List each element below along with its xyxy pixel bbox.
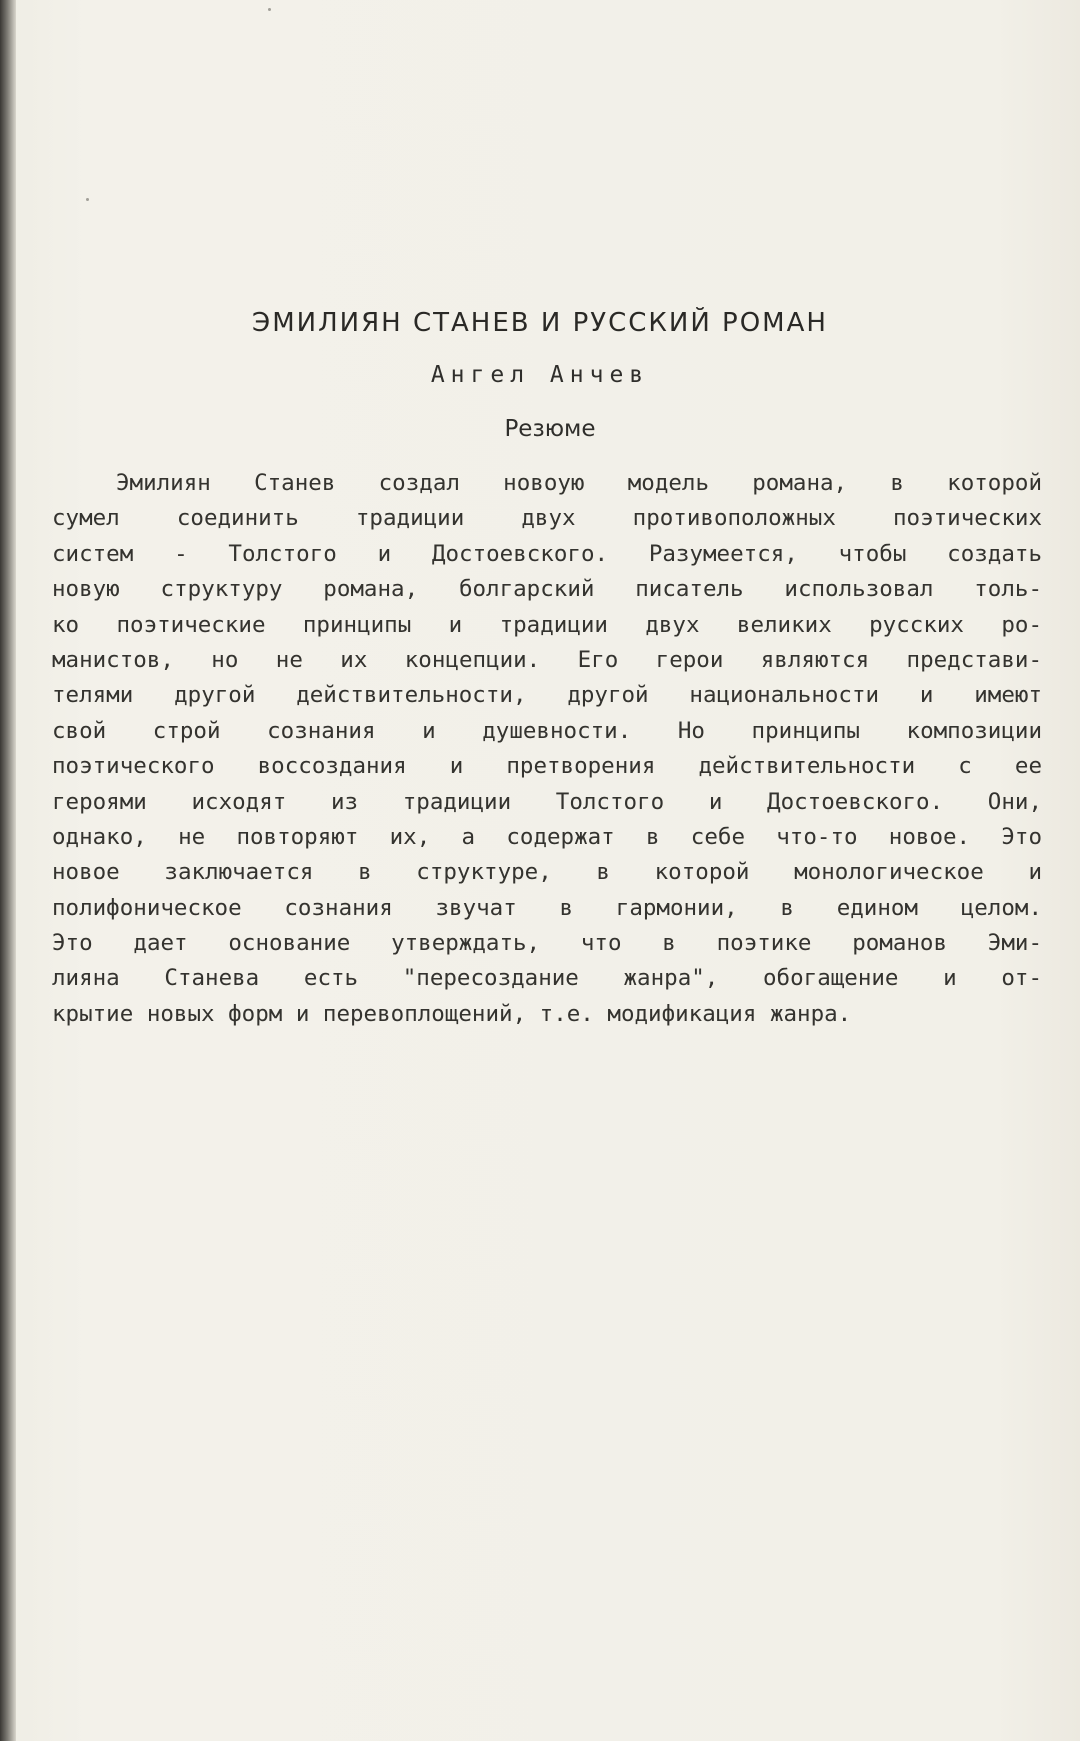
book-spine-edge [0, 0, 16, 1741]
body-line: новую структуру романа, болгарский писатель использовал толь- [52, 576, 1042, 603]
author-name: Ангел Анчев [430, 362, 650, 388]
body-line: Это дает основание утверждать, что в поэтике романов Эми- [52, 930, 1042, 957]
body-line: однако, не повторяют их, а содержат в себе что-то новое. Это [52, 823, 1042, 850]
abstract-body [52, 466, 1042, 1032]
body-line: крытие новых форм и перевоплощений, т.е. модификация жанра. [52, 1000, 852, 1027]
body-line: лияна Станева есть "пересоздание жанра", обогащение и от- [52, 965, 1042, 992]
body-line: манистов, но не их концепции. Его герои являются представи- [52, 646, 1042, 673]
article-title: ЭМИЛИЯН СТАНЕВ И РУССКИЙ РОМАН [252, 308, 828, 338]
section-heading: Резюме [504, 416, 596, 442]
body-line: полифоническое сознания звучат в гармонии, в едином целом. [52, 894, 1042, 921]
body-line: систем - Толстого и Достоевского. Разумеется, чтобы создать [52, 540, 1042, 567]
body-line: свой строй сознания и душевности. Но принципы композиции [52, 717, 1042, 744]
paper-speck [268, 8, 271, 11]
body-line: сумел соединить традиции двух противоположных поэтических [52, 505, 1042, 532]
body-line: поэтического воссоздания и претворения действительности с ее [52, 753, 1042, 780]
body-line: ко поэтические принципы и традиции двух великих русских ро- [52, 611, 1042, 638]
body-line: героями исходят из традиции Толстого и Достоевского. Они, [52, 788, 1042, 815]
body-line: новое заключается в структуре, в которой монологическое и [52, 859, 1042, 886]
paper-speck [86, 198, 89, 201]
body-line: Эмилиян Станев создал новоую модель романа, в которой [116, 470, 1042, 496]
body-line: телями другой действительности, другой национальности и имеют [52, 682, 1042, 709]
